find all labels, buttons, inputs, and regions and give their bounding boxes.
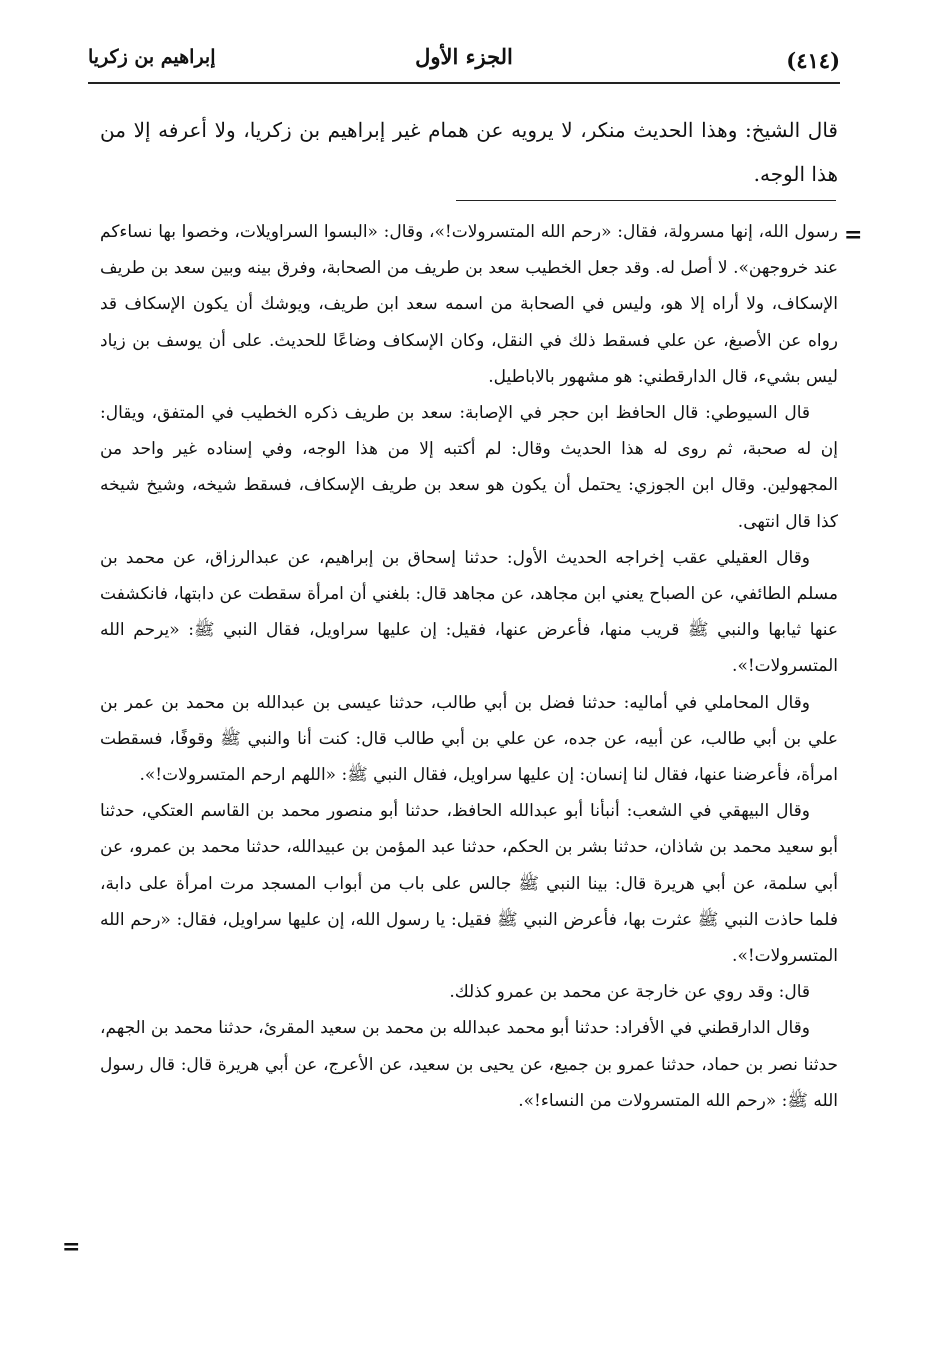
footnote-separator xyxy=(456,200,836,201)
main-paragraph: قال الشيخ: وهذا الحديث منكر، لا يرويه عن همام غير إبراهيم بن زكريا، ولا أعرفه إلا من هذا الوجه. xyxy=(100,118,838,186)
part-title: الجزء الأول xyxy=(415,44,513,69)
running-title: إبراهيم بن زكريا xyxy=(88,46,216,68)
footnote-paragraph: وقال المحاملي في أماليه: حدثنا فضل بن أبي طالب، حدثنا عيسى بن عبدالله بن محمد بن عمر بن علي بن أبي طالب، عن أبيه، عن جده، عن علي بن أبي طالب قال: كنت أنا والنبي ﷺ وقوفًا، فسقطت امرأة، فأعرضنا عنها، فقال لنا إنسان: إن عليها سراويل، فقال النبي ﷺ: «اللهم ارحم المتسرولات!». xyxy=(100,692,838,786)
header-rule xyxy=(88,82,840,84)
footnote-paragraph: قال السيوطي: قال الحافظ ابن حجر في الإصابة: سعد بن طريف ذكره الخطيب في المتفق، ويقال: إن له صحبة، ثم روى له هذا الحديث وقال: لم أكتبه إلا من هذا الوجه، وفي إسناده غير واحد من المجهولين. وقال ابن الجوزي: يحتمل أن يكون هو سعد بن طريف الإسكاف، فسقط شيخه، وشيخ شيخه كذا قال انتهى. xyxy=(100,403,838,532)
footnote-paragraph: وقال البيهقي في الشعب: أنبأنا أبو عبدالله الحافظ، حدثنا أبو منصور محمد بن القاسم العتكي، حدثنا أبو سعيد محمد بن شاذان، حدثنا بشر بن الحكم، حدثنا عبد المؤمن بن عبيدالله، حدثنا محمد بن عمرو، عن أبي سلمة، عن أبي هريرة قال: بينا النبي ﷺ جالس على باب من أبواب المسجد مرت امرأة على دابة، فلما حاذت النبي ﷺ عثرت بها، فأعرض النبي ﷺ فقيل: يا رسول الله، إن عليها سراويل، فقال: «رحم الله المتسرولات!». xyxy=(100,801,838,967)
page-number: (٤١٤) xyxy=(786,48,840,73)
main-text xyxy=(100,108,838,196)
footnote-paragraph: وقال العقيلي عقب إخراجه الحديث الأول: حدثنا إسحاق بن إبراهيم، عن عبدالرزاق، عن محمد بن مسلم الطائفي، عن الصباح يعني ابن مجاهد، عن مجاهد قال: بلغني أن امرأة سقطت عن دابتها، فانكشفت عنها ثيابها والنبي ﷺ قريب منها، فأعرض عنها، فقيل: إن عليها سراويل، فقال النبي ﷺ: «يرحم الله المتسرولات!». xyxy=(100,547,838,677)
continuation-mark-top: = xyxy=(844,222,863,248)
continuation-mark-bottom: = xyxy=(62,1234,81,1260)
page-header xyxy=(88,40,840,78)
footnote-paragraph: رسول الله، إنها مسرولة، فقال: «رحم الله المتسرولات!»، وقال: «البسوا السراويلات، وخصوا بها نساءكم عند خروجهن». لا أصل له. وقد جعل الخطيب سعد بن طريف من الصحابة، وفرق بينه وبين سعد بن طريف الإسكاف، ولا أراه إلا هو، وليس في الصحابة من اسمه سعد ابن طريف، ويوشك أن يكون الإسكاف قد رواه عن الأصبغ، عن علي فسقط ذلك في النقل، وكان الإسكاف وضاعًا للحديث. على أن يوسف بن زياد ليس بشيء، قال الدارقطني: هو مشهور بالاباطيل. xyxy=(100,222,838,387)
footnote-block xyxy=(100,214,838,1119)
footnote-paragraph: قال: وقد روي عن خارجة عن محمد بن عمرو كذلك. xyxy=(449,982,810,1003)
footnote-paragraph: وقال الدارقطني في الأفراد: حدثنا أبو محمد عبدالله بن محمد بن سعيد المقرئ، حدثنا محمد بن الجهم، حدثنا نصر بن حماد، حدثنا عمرو بن جميع، عن يحيى بن سعيد، عن الأعرج، عن أبي هريرة قال: قال رسول الله ﷺ: «رحم الله المتسرولات من النساء!». xyxy=(100,1018,838,1111)
